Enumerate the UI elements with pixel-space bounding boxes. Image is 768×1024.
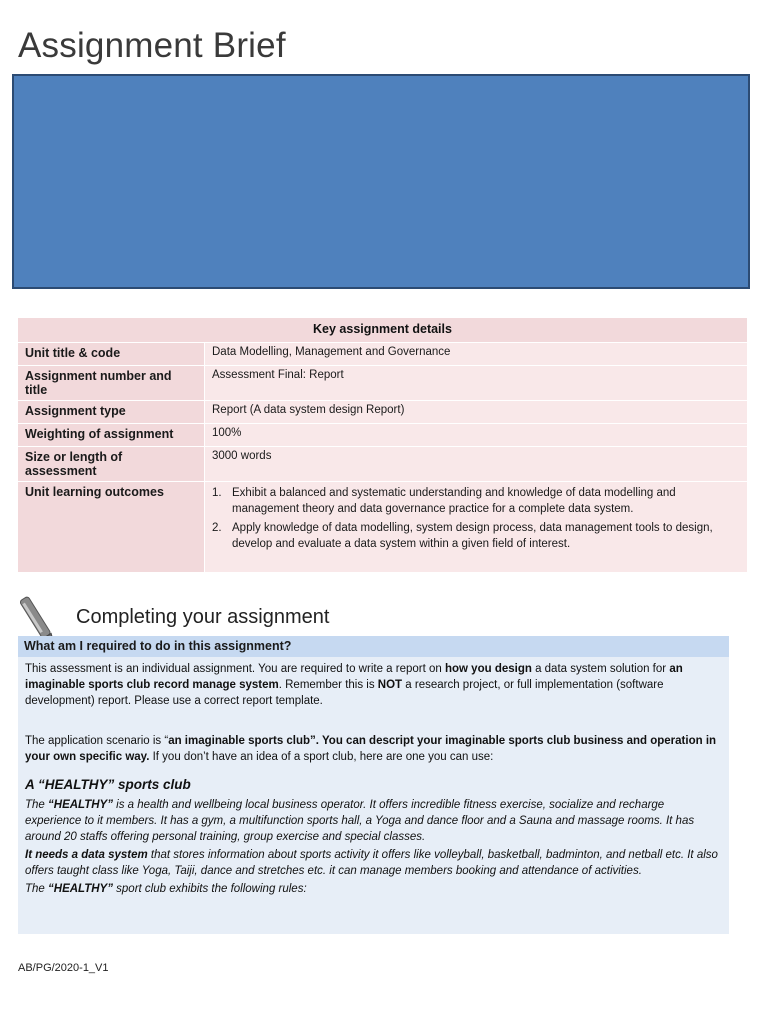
text-run: If you don’t have an idea of a sport club, here are one you can use: (149, 751, 494, 763)
text-run: a research project, or full implementation (software development) report. Please use a correct report template. (25, 679, 664, 707)
table-row (18, 447, 747, 482)
club-description (25, 797, 722, 845)
row-label: Unit learning outcomes (18, 482, 205, 573)
outcome-text: Apply knowledge of data modelling, system design process, data management tools to design, develop and evaluate a data system within a given field of interest. (232, 522, 713, 550)
text-run: The (25, 883, 49, 895)
page-title: Assignment Brief (18, 26, 286, 65)
text-run: The application scenario is “ (25, 735, 169, 747)
question-heading: What am I required to do in this assignment? (18, 636, 729, 657)
bold-text: NOT (377, 679, 403, 691)
intro-paragraph (25, 661, 722, 709)
row-value: Data Modelling, Management and Governance (205, 343, 748, 366)
outcome-item (212, 520, 740, 552)
assignment-content (18, 657, 729, 934)
outcome-item (212, 485, 740, 517)
document-code: AB/PG/2020-1_V1 (18, 962, 109, 974)
table-row (18, 366, 747, 401)
outcome-number: 1. (212, 487, 222, 499)
row-value: Report (A data system design Report) (205, 401, 748, 424)
bold-text: an imaginable sports club”. You can descript your imaginable sports club business and operation in your own specific way. (25, 735, 717, 763)
bold-text: “HEALTHY” (48, 799, 113, 811)
club-title: A “HEALTHY” sports club (25, 777, 191, 792)
table-row (18, 424, 747, 447)
table-row (18, 343, 747, 366)
section-heading: Completing your assignment (76, 606, 330, 628)
row-label: Unit title & code (18, 343, 205, 366)
bold-text: It needs a data system (25, 849, 148, 861)
row-label: Assignment type (18, 401, 205, 424)
text-run: is a health and wellbeing local business operator. It offers incredible fitness exercise, socialize and recharge experience to it members. It has a gym, a multifunction sports hall, a Yoga and dance floor and a Sauna and massage rooms. It has around 20 staffs offering personal training, group exercise and special classes. (25, 799, 695, 843)
data-system-paragraph (25, 847, 722, 879)
outcome-text: Exhibit a balanced and systematic understanding and knowledge of data modelling and management theory and data governance practice for a complete data system. (232, 487, 676, 515)
row-value: Assessment Final: Report (205, 366, 748, 401)
text-run: The (25, 799, 49, 811)
text-run: . Remember this is (278, 679, 378, 691)
text-run: sport club exhibits the following rules: (112, 883, 307, 895)
text-run: a data system solution for (531, 663, 670, 675)
row-label: Assignment number and title (18, 366, 205, 401)
scenario-paragraph (25, 733, 722, 765)
bold-text: an imaginable sports club record manage system (25, 663, 683, 691)
bold-text: how you design (444, 663, 532, 675)
rules-intro (25, 881, 722, 897)
row-label: Size or length of assessment (18, 447, 205, 482)
learning-outcomes-list (205, 482, 748, 573)
row-value: 3000 words (205, 447, 748, 482)
text-run: that stores information about sports activity it offers like volleyball, basketball, badminton, and netball etc. It also offers taught class like Yoga, Taiji, dance and stretches etc. it can manage members booking and attendance of activities. (25, 849, 718, 877)
table-row-outcomes (18, 482, 747, 573)
bold-text: “HEALTHY” (48, 883, 113, 895)
row-value: 100% (205, 424, 748, 447)
outcome-number: 2. (212, 522, 222, 534)
row-label: Weighting of assignment (18, 424, 205, 447)
table-row (18, 401, 747, 424)
key-details-table (18, 318, 747, 573)
cover-banner (12, 74, 750, 289)
text-run: This assessment is an individual assignment. You are required to write a report on (25, 663, 445, 675)
table-header: Key assignment details (18, 318, 747, 343)
